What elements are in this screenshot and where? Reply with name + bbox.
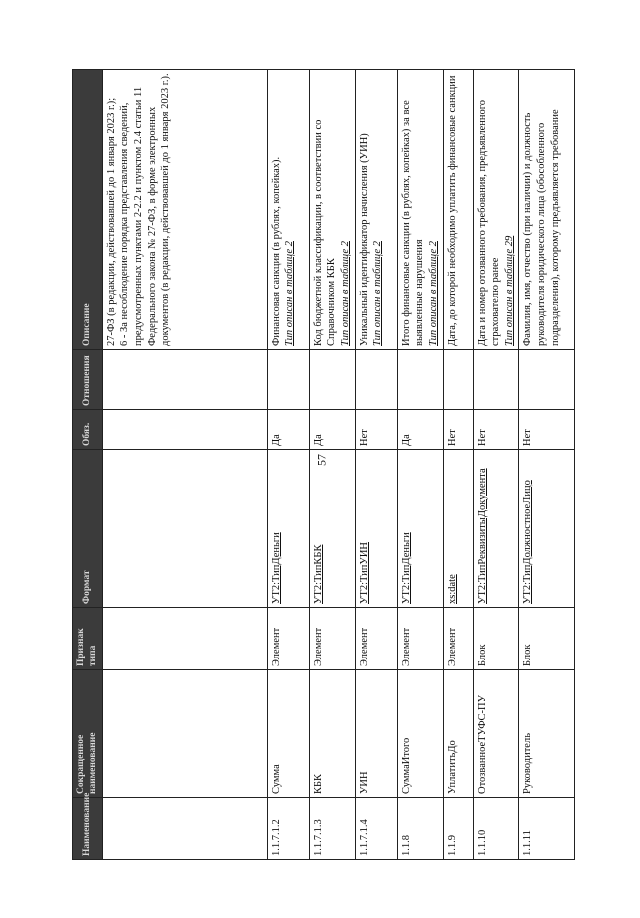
row-type [397,608,443,670]
table-row [397,70,443,860]
table-row [355,70,397,860]
row-short-name [443,670,473,798]
table-row [309,70,355,860]
row-note-line: Дата и номер отозванного требования, предъявленного страхователю ранее [476,99,502,346]
row-short-name-text: ОтозванноеТУФС-ПУ [476,694,488,794]
row-number-text: 1.1.9 [446,835,458,856]
row-extra [397,350,443,410]
row-note-line: Итого финансовые санкции (в рублях, копейках) за все выявленные нарушения [400,100,426,346]
header-required: Обяз. [73,410,103,450]
row-type-text: Элемент [312,627,324,666]
row-note-type-link[interactable]: Тип описан в таблице 2 [284,241,296,346]
row-note-type-link[interactable]: Тип описан в таблице 2 [372,241,384,346]
row-format-text: УТ2:ТипРеквизитыДокумента [476,468,488,604]
row-type-text: Элемент [400,627,412,666]
header-note: Описание [73,70,103,350]
table-row [443,70,473,860]
table-row [267,70,309,860]
row-short-name [519,670,575,798]
row-format [473,450,519,608]
row-short-name [473,670,519,798]
row-extra [102,350,267,410]
row-extra [519,350,575,410]
row-format [102,450,267,608]
row-extra [355,350,397,410]
row-note-line: Уникальный идентификатор начисления (УИН) [358,133,370,346]
row-note [397,70,443,350]
header-name: Наименование [73,798,103,860]
row-number-text: 1.1.8 [400,835,412,856]
row-number [473,798,519,860]
row-type [355,608,397,670]
row-required-text: Нет [446,429,458,446]
row-short-name-text: СуммаИтого [400,737,412,794]
row-short-name-text: УИН [358,771,370,794]
row-format-text: УТ2:ТипУИН [358,541,370,604]
row-note-line: Код бюджетной классификации, в соответствии со Справочником КБК [312,119,338,346]
row-note [309,70,355,350]
row-type [102,608,267,670]
row-required [443,410,473,450]
row-number [443,798,473,860]
row-note-type-link[interactable]: Тип описан в таблице 29 [503,235,515,346]
row-required [519,410,575,450]
row-note-line: Фамилия, имя, отчество (при наличии) и должность руководителя юридического лица (обособленного подразделения), которому предъявляется требование [522,109,561,346]
row-number [102,798,267,860]
row-note [443,70,473,350]
page-number: 57 [314,454,329,466]
row-note-line: 6 - За несоблюдение порядка представления сведений, предусмотренных пунктами 2-2.2 и пунктом 2.4 статьи 11 Федерального закона № 27-ФЗ, в форме электронных документов (в редакции, действовавшей до 1 января 2023 г.). [119,73,172,346]
row-type-text: Элемент [358,627,370,666]
header-extra: Отношения [73,350,103,410]
row-required-text: Да [400,434,412,446]
row-short-name [267,670,309,798]
row-number [267,798,309,860]
table-row [102,70,267,860]
row-extra [309,350,355,410]
row-format [443,450,473,608]
row-format [519,450,575,608]
row-note [473,70,519,350]
row-required-text: Нет [476,429,488,446]
row-format [267,450,309,608]
row-extra [473,350,519,410]
row-type-text: Элемент [270,627,282,666]
row-type [473,608,519,670]
row-required [102,410,267,450]
row-number [397,798,443,860]
row-note [102,70,267,350]
row-type-text: Блок [476,644,488,666]
row-note-line: 27-ФЗ (в редакции, действовавшей до 1 января 2023 г.); [105,97,117,346]
table-row [473,70,519,860]
header-type: Признак типа [73,608,103,670]
row-required-text: Нет [358,429,370,446]
row-number-text: 1.1.11 [522,830,534,856]
row-note-line: Финансовая санкция (в рублях, копейках). [270,156,282,346]
row-note-type-link[interactable]: Тип описан в таблице 2 [339,241,351,346]
row-required [267,410,309,450]
spec-table [72,69,575,860]
header-format: Формат [73,450,103,608]
row-short-name [355,670,397,798]
row-type-text: Элемент [446,627,458,666]
row-format-text: УТ2:ТипДеньги [270,532,282,604]
row-number-text: 1.1.10 [476,829,488,856]
row-note-type-link[interactable]: Тип описан в таблице 2 [427,241,439,346]
rotated-page-content [72,70,561,860]
table-header-row [73,70,103,860]
row-number [355,798,397,860]
row-required [309,410,355,450]
row-format [309,450,355,608]
row-note [267,70,309,350]
table-row [519,70,575,860]
row-format-text: УТ2:ТипДолжностноеЛицо [522,480,534,604]
row-short-name [102,670,267,798]
row-extra [443,350,473,410]
row-format [397,450,443,608]
row-required-text: Нет [522,429,534,446]
row-required-text: Да [270,434,282,446]
row-number [309,798,355,860]
row-format-text: xs:date [446,574,458,604]
row-short-name [397,670,443,798]
row-short-name [309,670,355,798]
row-note [355,70,397,350]
row-required [355,410,397,450]
row-required-text: Да [312,434,324,446]
header-short-name: Сокращенное наименование [73,670,103,798]
row-note [519,70,575,350]
row-format-text: УТ2:ТипКБК [312,544,324,604]
row-format [355,450,397,608]
row-short-name-text: КБК [312,773,324,794]
row-required [397,410,443,450]
row-number [519,798,575,860]
row-number-text: 1.1.7.1.3 [312,819,324,856]
row-type [267,608,309,670]
row-type [519,608,575,670]
row-format-text: УТ2:ТипДеньги [400,532,412,604]
row-extra [267,350,309,410]
row-short-name-text: УплатитьДо [446,740,458,794]
row-short-name-text: Сумма [270,764,282,794]
row-required [473,410,519,450]
row-type [309,608,355,670]
row-type [443,608,473,670]
row-note-line: Дата, до которой необходимо уплатить финансовые санкции [446,75,458,346]
row-number-text: 1.1.7.1.2 [270,819,282,856]
row-number-text: 1.1.7.1.4 [358,819,370,856]
row-short-name-text: Руководитель [522,733,534,794]
row-type-text: Блок [522,644,534,666]
